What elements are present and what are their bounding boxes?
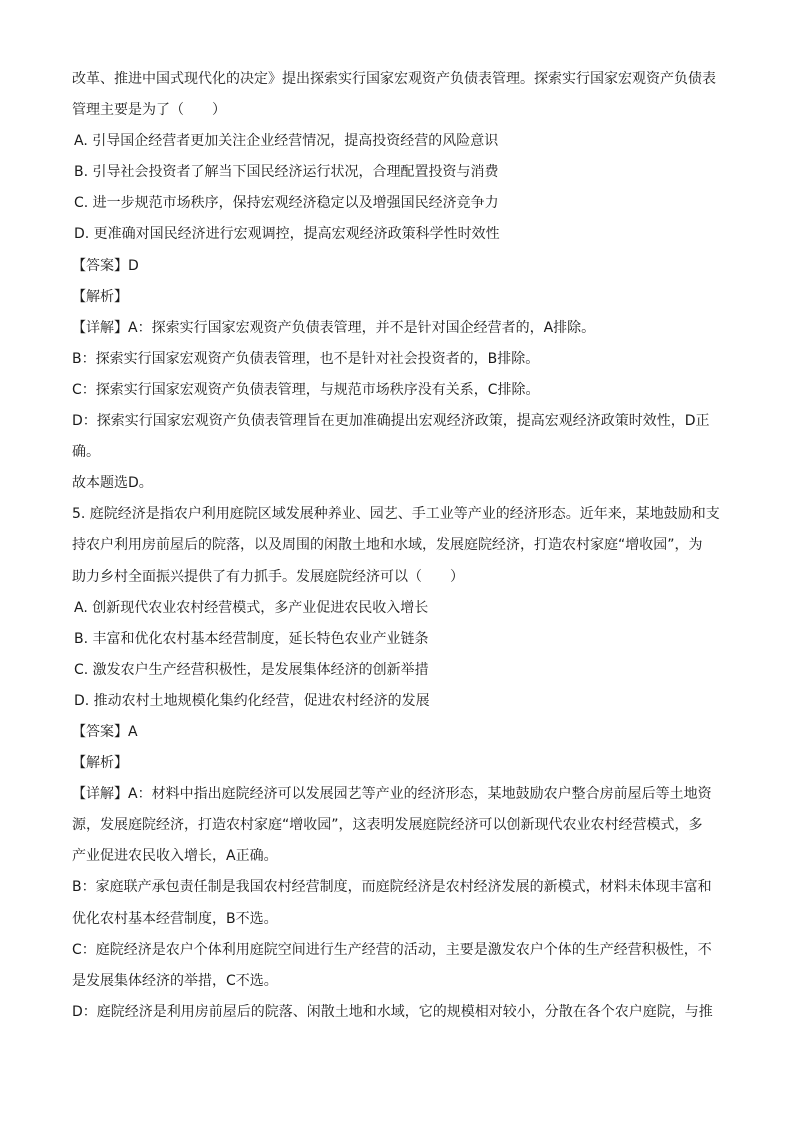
q5-detail-line-6: C：庭院经济是农户个体利用庭院空间进行生产经营的活动，主要是激发农户个体的生产经营积极性，不 xyxy=(72,941,712,958)
q5-detail-line-3: 产业促进农民收入增长，A正确。 xyxy=(72,848,278,865)
q4-detail-line-1: 【详解】A：探索实行国家宏观资产负债表管理，并不是针对国企经营者的，A排除。 xyxy=(72,319,596,336)
q4-analysis-label: 【解析】 xyxy=(72,288,128,305)
q4-detail-line-2: B：探索实行国家宏观资产负债表管理，也不是针对社会投资者的，B排除。 xyxy=(72,350,540,367)
q5-option-b: B. 丰富和优化农村基本经营制度，延长特色农业产业链条 xyxy=(74,630,429,647)
q4-detail-line-3: C：探索实行国家宏观资产负债表管理，与规范市场秩序没有关系，C排除。 xyxy=(72,381,540,398)
q5-detail-line-4: B：家庭联产承包责任制是我国农村经营制度，而庭院经济是农村经济发展的新模式，材料未体现丰富和 xyxy=(72,879,712,896)
q5-detail-line-5: 优化农村基本经营制度，B不选。 xyxy=(72,910,278,927)
q5-detail-line-2: 源，发展庭院经济，打造农村家庭“增收园”，这表明发展庭院经济可以创新现代农业农村经营模式，多 xyxy=(72,817,703,834)
q5-stem-line-1: 5. 庭院经济是指农户利用庭院区域发展种养业、园艺、手工业等产业的经济形态。近年来，某地鼓励和支 xyxy=(72,506,720,523)
q5-option-d: D. 推动农村土地规模化集约化经营，促进农村经济的发展 xyxy=(74,692,430,709)
q5-option-c: C. 激发农户生产经营积极性，是发展集体经济的创新举措 xyxy=(74,661,429,678)
q4-answer: 【答案】D xyxy=(72,257,139,274)
q4-detail-line-4: D：探索实行国家宏观资产负债表管理旨在更加准确提出宏观经济政策，提高宏观经济政策时效性，D正 xyxy=(72,413,710,430)
q4-option-d: D. 更准确对国民经济进行宏观调控，提高宏观经济政策科学性时效性 xyxy=(74,226,500,243)
question-4 xyxy=(72,64,722,499)
q4-option-b: B. 引导社会投资者了解当下国民经济运行状况，合理配置投资与消费 xyxy=(74,164,499,181)
q5-stem-line-2: 持农户利用房前屋后的院落，以及周围的闲散土地和水域，发展庭院经济，打造农村家庭“增收园”，为 xyxy=(72,537,703,554)
q5-analysis-label: 【解析】 xyxy=(72,755,128,772)
q5-detail-line-1: 【详解】A：材料中指出庭院经济可以发展园艺等产业的经济形态，某地鼓励农户整合房前屋后等土地资 xyxy=(72,786,712,803)
question-5 xyxy=(72,499,722,1028)
document-page xyxy=(72,64,722,1028)
q4-conclusion: 故本题选D。 xyxy=(72,475,153,492)
q5-option-a: A. 创新现代农业农村经营模式，多产业促进农民收入增长 xyxy=(74,599,429,616)
q4-option-c: C. 进一步规范市场秩序，保持宏观经济稳定以及增强国民经济竞争力 xyxy=(74,195,499,212)
q5-detail-line-7: 是发展集体经济的举措，C不选。 xyxy=(72,972,278,989)
q4-stem-line-1: 改革、推进中国式现代化的决定》提出探索实行国家宏观资产负债表管理。探索实行国家宏观资产负债表 xyxy=(72,71,716,87)
q4-detail-line-5: 确。 xyxy=(72,444,100,461)
q4-option-a: A. 引导国企经营者更加关注企业经营情况，提高投资经营的风险意识 xyxy=(74,133,499,150)
q4-stem-line-2: 管理主要是为了（ ） xyxy=(72,102,226,119)
q5-stem-line-3: 助力乡村全面振兴提供了有力抓手。发展庭院经济可以（ ） xyxy=(72,568,464,585)
q5-detail-line-8: D：庭院经济是利用房前屋后的院落、闲散土地和水域，它的规模相对较小，分散在各个农户庭院，与推 xyxy=(72,1003,713,1020)
q5-answer: 【答案】A xyxy=(72,723,138,740)
